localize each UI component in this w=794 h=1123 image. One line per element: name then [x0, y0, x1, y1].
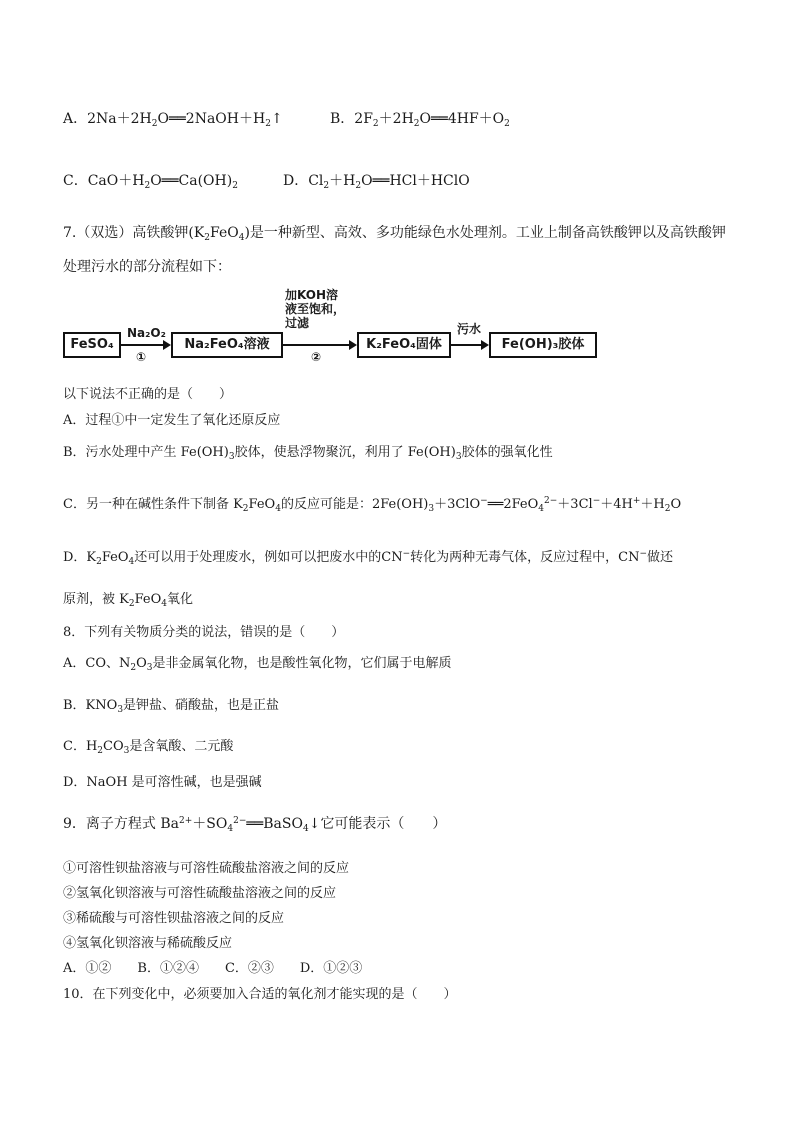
flow-step-1: ①	[136, 350, 147, 364]
q9-item-2: ②氢氧化钡溶液与可溶性硫酸盐溶液之间的反应	[63, 886, 337, 901]
flow-reagent-koh: 加KOH溶 液至饱和， 过滤	[285, 288, 346, 330]
q7-question: 以下说法不正确的是（ ）	[63, 387, 233, 402]
q9-item-4: ④氢氧化钡溶液与稀硫酸反应	[63, 936, 233, 951]
q7-option-d-line2: 原剂，被 $K_2FeO_4$氧化	[63, 592, 194, 609]
flow-box-feoh3: Fe(OH)₃胶体	[489, 332, 597, 358]
q9-item-3: ③稀硫酸与可溶性钡盐溶液之间的反应	[63, 911, 285, 926]
flow-step-2: ②	[311, 350, 322, 364]
q8-option-a: A．CO、$N_2O_3$是非金属氧化物，也是酸性氧化物，它们属于电解质	[63, 656, 452, 673]
q6-option-c: C．$CaO+H_2O══Ca(OH)_2$	[63, 173, 238, 191]
q7-option-b: B．污水处理中产生 $Fe(OH)_3$胶体，使悬浮物聚沉，利用了 $Fe(OH)_3$胶体的强氧化性	[63, 445, 553, 462]
q10-stem: 10．在下列变化中，必须要加入合适的氧化剂才能实现的是（ ）	[63, 987, 457, 1002]
flow-box-na2feo4: Na₂FeO₄溶液	[171, 332, 283, 358]
q8-option-d: D．NaOH 是可溶性碱，也是强碱	[63, 775, 262, 790]
q9-item-1: ①可溶性钡盐溶液与可溶性硫酸盐溶液之间的反应	[63, 861, 350, 876]
q7-option-d-line1: D．$K_2FeO_4$还可以用于处理废水，例如可以把废水中的CN−转化为两种无毒气体，反应过程中，CN−做还	[63, 549, 674, 567]
q7-stem-line1: 7.（双选）高铁酸钾$(K_2FeO_4)$是一种新型、高效、多功能绿色水处理剂。工业上制备高铁酸钾以及高铁酸钾	[63, 225, 726, 243]
q6-option-b: B．$2F_2+2H_2O══4HF+O_2$	[330, 111, 510, 129]
process-flow-diagram	[63, 288, 623, 368]
flow-box-feso4: FeSO₄	[63, 332, 121, 358]
flow-arrow-1	[121, 344, 169, 346]
q9-options: A．①② B．①②④ C．②③ D．①②③	[63, 961, 363, 976]
q9-stem: 9．离子方程式 $Ba^{2+}+SO_4^{2-}══BaSO_4↓$它可能表示（ ）	[63, 816, 447, 834]
flow-box-k2feo4: K₂FeO₄固体	[357, 332, 451, 358]
flow-arrow-3	[451, 344, 487, 346]
q8-option-c: C．$H_2CO_3$是含氧酸、二元酸	[63, 739, 234, 756]
q8-option-b: B．$KNO_3$是钾盐、硝酸盐，也是正盐	[63, 698, 280, 715]
q7-option-a: A．过程①中一定发生了氧化还原反应	[63, 413, 281, 428]
q6-option-d: D．$Cl_2+H_2O══HCl+HClO$	[283, 173, 470, 191]
flow-arrow-2	[283, 344, 355, 346]
flow-reagent-na2o2: Na₂O₂	[127, 326, 166, 340]
q7-stem-line2: 处理污水的部分流程如下：	[63, 259, 231, 275]
q7-option-c: C．另一种在碱性条件下制备 $K_2FeO_4$的反应可能是：$2Fe(OH)_3+3ClO^-══2FeO_4^{2-}+3Cl^-+4H^++H_2O$	[63, 496, 682, 514]
flow-reagent-wastewater: 污水	[457, 322, 482, 336]
q8-stem: 8．下列有关物质分类的说法，错误的是（ ）	[63, 625, 345, 640]
q6-option-a: A．$2Na+2H_2O══2NaOH+H_2↑$	[63, 111, 283, 129]
